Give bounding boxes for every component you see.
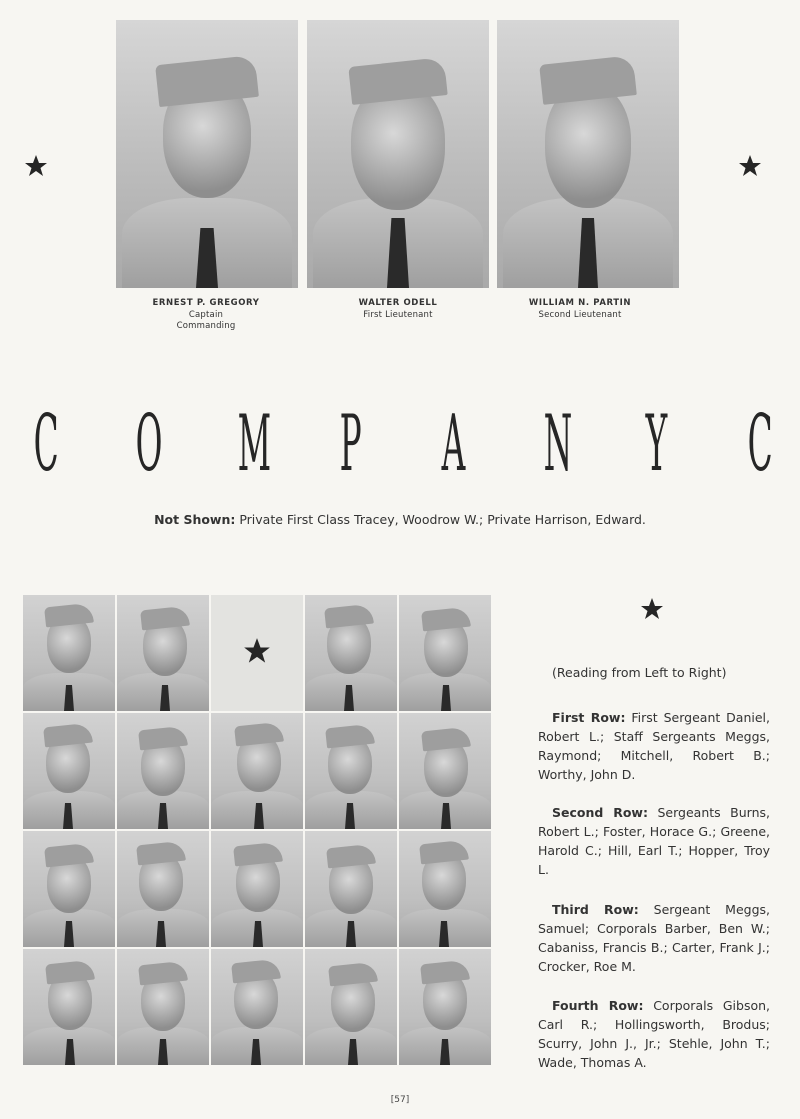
not-shown-note [0,512,800,527]
title-letter: P [339,399,362,489]
title-letter: Y [645,399,668,489]
row-text: Sergeant Meggs, Samuel; Corporals Barber, Ben W.; Cabaniss, Francis B.; Carter, Frank J.; Crocker, Roe M. [538,902,770,974]
roster-portrait [117,831,209,947]
roster-portrait [211,949,303,1065]
star-icon [738,154,762,178]
officer-name: ERNEST P. GREGORY [152,298,260,308]
title-letter: M [237,399,272,489]
officer-portrait [307,20,489,288]
roster-portrait [23,595,115,711]
row-text: First Sergeant Daniel, Robert L.; Staff Sergeants Meggs, Raymond; Mitchell, Robert B.; Worthy, John D. [538,710,771,782]
roster-portrait [211,713,303,829]
row-label: Fourth Row: [552,998,644,1013]
officer-rank: Second Lieutenant [538,309,622,320]
roster-portrait [23,949,115,1065]
star-icon [640,597,664,621]
row-description-first [538,708,770,784]
roster-portrait [399,831,491,947]
not-shown-label: Not Shown: [154,512,236,527]
roster-portrait [399,949,491,1065]
reading-note: (Reading from Left to Right) [552,665,727,680]
roster-blank-cell [211,595,303,711]
officer-name: WALTER ODELL [358,298,438,308]
title-letter: O [135,399,163,489]
roster-portrait [305,595,397,711]
row-description-third [538,900,770,976]
star-icon [24,154,48,178]
row-label: Third Row: [552,902,639,917]
roster-portrait [117,949,209,1065]
officer-rank: First Lieutenant [363,309,433,320]
star-icon [243,637,271,669]
row-label: Second Row: [552,805,648,820]
officer-rank: Captain [188,309,224,320]
roster-portrait [23,713,115,829]
roster-portrait [23,831,115,947]
roster-portrait [117,595,209,711]
officer-portrait [497,20,679,288]
roster-portrait [211,831,303,947]
page-title [22,399,776,489]
officer-caption [480,298,680,321]
not-shown-text: Private First Class Tracey, Woodrow W.; Private Harrison, Edward. [235,512,646,527]
row-label: First Row: [552,710,626,725]
row-text: Corporals Gibson, Carl R.; Hollingsworth, Brodus; Scurry, John J., Jr.; Stehle, John T.; Wade, Thomas A. [538,998,770,1070]
title-letter: A [441,399,466,489]
roster-photo-grid [23,595,491,1067]
roster-portrait [305,713,397,829]
roster-portrait [399,713,491,829]
row-description-second [538,803,770,879]
officer-name: WILLIAM N. PARTIN [528,298,632,308]
roster-portrait [117,713,209,829]
title-letter: C [747,399,773,489]
roster-portrait [305,831,397,947]
officer-caption [106,298,306,333]
officer-role: Commanding [176,321,236,331]
row-description-fourth [538,996,770,1072]
roster-portrait [399,595,491,711]
row-text: Sergeants Burns, Robert L.; Foster, Horace G.; Greene, Harold C.; Hill, Earl T.; Hopper, Troy L. [538,805,771,877]
officer-caption [298,298,498,321]
title-letter: C [33,399,59,489]
page-number: [57] [390,1095,410,1105]
title-letter: N [543,399,573,489]
roster-portrait [305,949,397,1065]
officer-portrait [116,20,298,288]
